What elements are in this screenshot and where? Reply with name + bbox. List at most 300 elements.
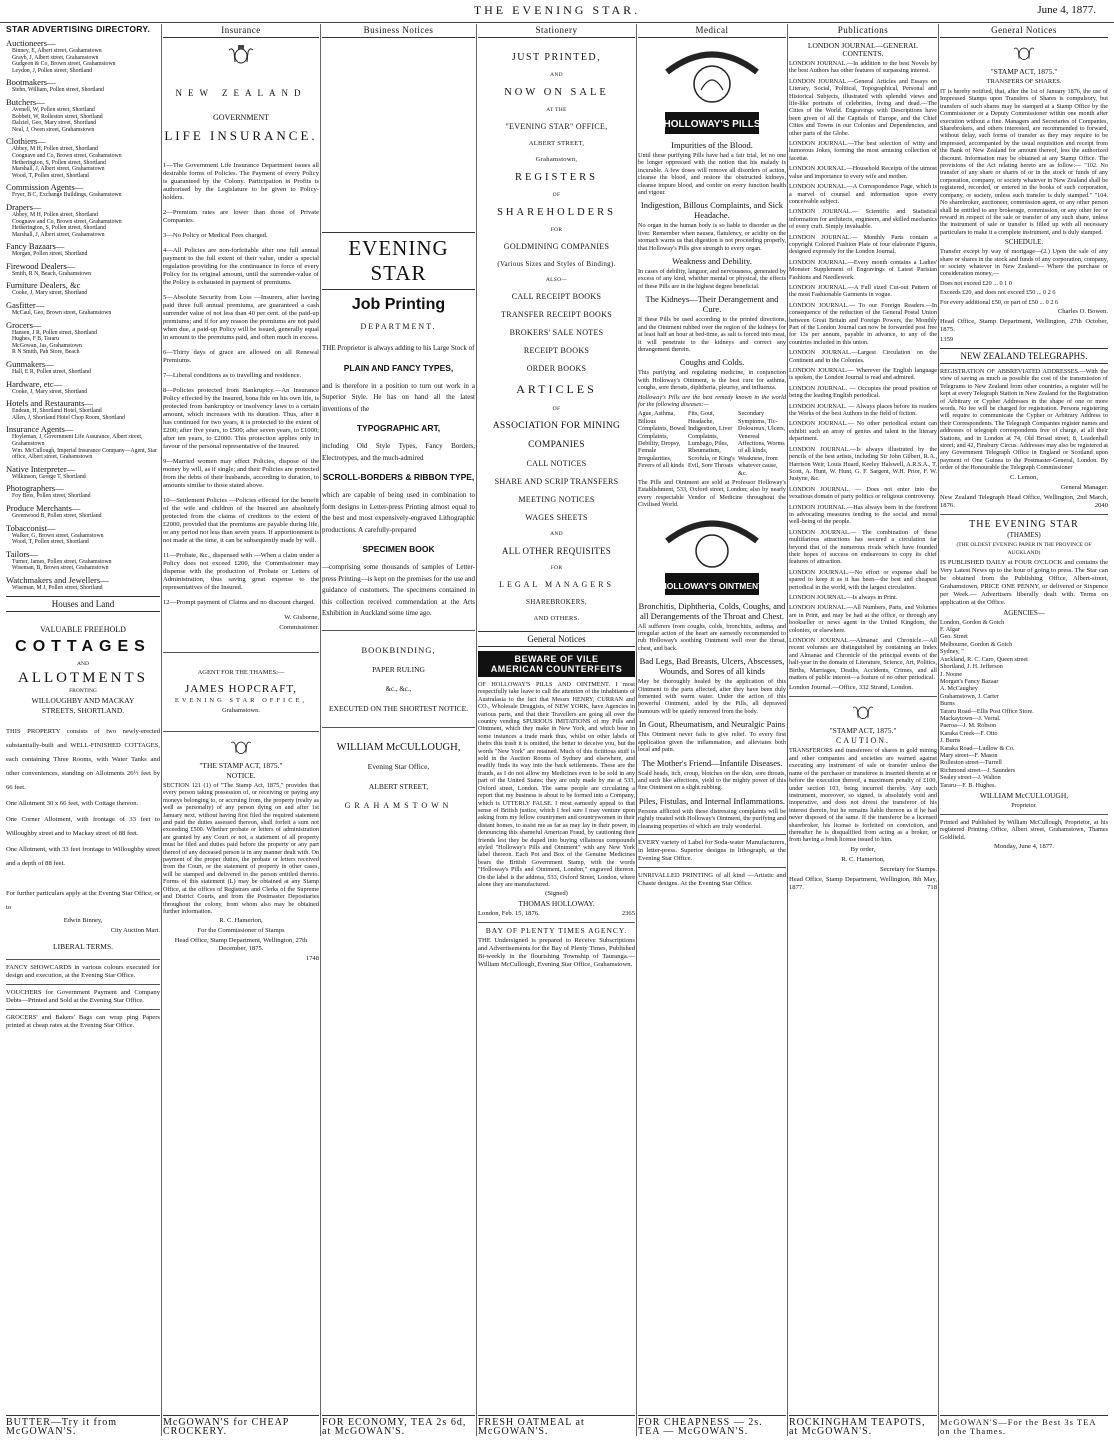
directory-entry: Marshall, J, Albert street, Grahamstown	[12, 166, 105, 173]
beware-place	[478, 910, 635, 918]
london-journal-item: LONDON JOURNAL.—Is always in Print.	[789, 594, 898, 601]
agency-entry: Sydney, "	[940, 648, 964, 656]
beware-body: OF HOLLOWAY'S PILLS AND OINTMENT. I most respectfully take leave to call the attention of the inhabitants of Australasia to the fact that Messrs HENRY, CURRAN and CO., Wholesale Druggists, of NEW YORK, have Agencies in various parts, and that their Travellers are going all over the country vending SPURIOUS IMITATIONS of my Pills and Ointment, which they make in New York, and which bear in some instances a trade mark thus, whilst on other labels of theirs this trash it is omitted, the better to deceive you, but the words "New York" are retained. Much of this fictitious stuff is sold in the Auction Rooms of Sydney and elsewhere, and readily finds its way into the back settlements. These are the frauds, as I do not allow my Medicines even to be sold in any part of the United States; they are only made by me at 533, Oxford street, London. The same people are circulating a report that my business is about to be formed into a Company, which is UTTERLY FALSE. I most earnestly appeal to that sense of British justice, which I feel sure I may venture upon asking from my fellow countrymen and countrywomen in their distant homes, to assist me as far as may lay in their power, in denouncing this shameful American Fraud, by cautioning their friends lest they be duped into buying villainous compounds styled "Holloway's Pills and Ointment" with any New York label thereon. Each Pot and Box of the Genuine Medicines bears the British Government Stamp, with the words "Holloway's Pills and Ointment, London," engraved thereon. On the label is the address, 533, Oxford Street, London, where alone they are manufactured.	[478, 681, 635, 888]
stationery-gold: GOLDMINING COMPANIES	[503, 242, 610, 251]
stationery-others: AND OTHERS.	[533, 615, 580, 622]
job-printing-title: EVENING STAR	[322, 232, 475, 290]
stationery-articles: ARTICLES	[516, 382, 597, 396]
medical-t6: All sufferers from coughs, colds, bronchitis, asthma, and irregular action of the heart are earnestly recommended to rub Holloway's soothing Ointment well over the throat, chest, and back.	[638, 622, 786, 652]
business-scroll: SCROLL-BORDERS & RIBBON TYPE,	[322, 472, 475, 482]
stationery-books	[478, 292, 635, 373]
medical-h8: In Gout, Rheumatism, and Neuralgic Pains	[638, 719, 786, 730]
directory-entry: Greenwood B, Pollen street, Shortland	[12, 512, 102, 519]
column-rule	[636, 24, 637, 1436]
gen-stamp-title: "STAMP ACT, 1875."	[990, 67, 1058, 76]
directory-category: Watchmakers and Jewellers—	[6, 574, 109, 585]
caution-sign: R. C. Hamerton,	[841, 855, 885, 863]
directory-entry: Abbey, M H, Pollen street, Shortland	[12, 211, 98, 218]
agent-head: AGENT FOR THE THAMES:—	[197, 669, 285, 676]
directory-title: STAR ADVERTISING DIRECTORY.	[6, 24, 151, 34]
caution-stamp-title: "STAMP ACT, 1875."	[829, 726, 897, 736]
gen-wm: WILLIAM McCULLOUGH,	[979, 791, 1069, 800]
agent-town: Grahamstown.	[221, 707, 261, 714]
stationery-sizes: (Various Sizes and Styles of Binding).	[497, 260, 616, 268]
stationery-item: MEETING NOTICES	[518, 495, 595, 504]
medical-t2: No organ in the human body is so liable to disorder as the liver. Remember when nausea, flatulency, or acidity on the stomach warns us that digestion is not proceeding properly, that Holloway's Pills give strength to every organ.	[638, 222, 786, 252]
directory-category: Hardware, etc—	[6, 378, 63, 389]
directory-entry: Smith, R N, Beach, Grahamstown	[12, 270, 92, 277]
footer-ad-tea: FOR ECONOMY, TEA 2s 6d, at McGOWAN'S.	[322, 1415, 475, 1436]
column-header: General Notices	[940, 24, 1108, 38]
london-journal-item: LONDON JOURNAL.—The best selection of witty and humorous Jokes, forming the most amusing collection of facetiæ.	[789, 140, 937, 162]
medical-t5: This purifying and regulating medicine, in conjunction with Holloway's Ointment, is the best cure for asthma, coughs, sore throats, diphtheria, pleurisy, and influenza.	[638, 369, 786, 392]
agency-entry: J. Burns	[940, 737, 961, 745]
directory-category: Commission Agents—	[6, 182, 84, 193]
gen-printed: Printed and Published by William McCullough, Proprietor, at his registered Printing Office, Albert street, Grahamstown, Thames Goldfield.	[940, 819, 1108, 841]
beware-line2: AMERICAN COUNTERFEITS	[490, 664, 623, 674]
directory-entry: Turner, James, Pollen street, Grahamstown	[12, 558, 112, 565]
nzt-body: REGISTRATION OF ABBREVIATED ADDRESSES.—With the view of saving as much as possible the cost of the transmission of Telegrams to New Zealand from other countries, a register will be kept at every Telegraph Station in New Zealand for the Registration of Arbitrary or Cypher Addresses in the shape of one or more words. No fee will be charged for registration. Persons registering will require to communicate the Cypher or Arbitrary Address to their Correspondents. The Telegraph Companies register names and addresses of telegraph correspondents free of charge, at all their Stations, and in London at 74, Old Broad street; 8, Leadenhall street; and 42, Finsbury Circus. Addresses may also be registered at any Government Telegraph Office in England or Scotland upon payment of One Guinea to the Postmaster-General, London. By order of the Honourable the Telegraph Commissioner	[940, 367, 1108, 472]
directory-category: Clothiers—	[6, 136, 46, 147]
london-journal-item: LONDON JOURNAL. — Occupies the proud position of being the leading English periodical.	[789, 384, 937, 400]
agencies-list	[940, 619, 1108, 789]
footer-ad-best-tea: McGOWAN'S—For the Best 3s TEA on the Thames.	[940, 1415, 1108, 1436]
directory-category: Photographers—	[6, 483, 64, 494]
directory-entry: Morgan, Pollen street, Shortland	[12, 251, 88, 258]
nzt-role: General Manager.	[1060, 483, 1108, 491]
schedule-row: Does not exceed £20 ... 0 1 0	[940, 279, 1012, 287]
gen-body: IT is hereby notified, that, after the 1st of January 1876, the use of Impressed Stamps upon Transfers of Shares is compulsory, but transfers of such shares may be stamped at a Stamp Office by the Commissioner or a Deputy Commissioner within one month after execution without a fine. Managers and Secretaries of Companies, Sharebrokers, and others interested, are recommended to forward, without delay, such forms of transfer as they may require to be impressed, accompanied by the usual requisition and receipt from the Bank of New Zealand for amount thereof, less the authorized discount. Information may be obtained at any Stamp Office. The provisions of the Act relating hereto are as follow:— "102. No transfer of any share or shares of or in the stock or funds of any corporation, company, or society whatever in New Zealand shall be registered, recorded, or entered in the books of such corporation, company, or society, unless such transfer is duly stamped." "104. No sharebroker, auctioneer, commission agent, or any other person shall be entitled to any brokerage, commission, or any other fee or reward in respect of the sale or transfer of any such share, unless the instrument of sale or transfer is filled up with all necessary particulars to make it a complete instrument, and is duly stamped.	[940, 88, 1108, 236]
nzt-sign: C. Lemon,	[1009, 473, 1039, 481]
nzt-head: NEW ZEALAND TELEGRAPHS.	[940, 348, 1108, 364]
medical-h2: Indigestion, Billous Complaints, and Sick Headache.	[640, 200, 784, 221]
insurance-item: 11—Probate, &c., dispensed with —When a claim under a Policy does not exceed £200, the Commissioner may dispense with the production of Probate or Letters of Administration, thus saving great expense to the representatives of the Insured.	[163, 552, 319, 591]
directory-category: Drapers—	[6, 201, 42, 212]
stationery-and: AND	[550, 72, 563, 78]
directory-entry: Neal, J, Owen street, Grahamstown	[12, 126, 95, 133]
houses-streets: WILLOUGHBY AND MACKAY	[31, 695, 135, 705]
insurance-govt: GOVERNMENT	[213, 113, 269, 122]
stationery-item: CALL NOTICES	[526, 459, 587, 468]
directory-category: Bootmakers—	[6, 77, 56, 88]
stamp-act-body: SECTION 121 (1) of "The Stamp Act, 1875," provides that every person taking possession of, or receiving or paying any moneys belonging to, or accruing from, the property (realty as well as personalty) of any person dying on and after 1st January next, without having first filed the required statement and paid the duties assessed thereon, shall forfeit a sum not exceeding £500. Whether probate or letters of administration are granted by any Court or not, a statement of all property must be filed and duties paid before the property or any part thereof of any deceased person is in any manner dealt with. On payment of the proper duties, the probate or letters received from the Court, or the statement of property in other cases, will be stamped and delivered to the person entitled thereto. Forms of this statement (L) may be obtained at any Stamp Office, at the offices of Registrars and Clerks of the Supreme and District Courts, and from the Postmaster Depositaries throughout the colony, from whom also may be obtained further information.	[163, 782, 319, 915]
insurance-item: 6—Thirty days of grace are allowed on all Renewal Premiums.	[163, 349, 319, 364]
caution-title: CAUTION.	[836, 736, 890, 746]
directory-entry: Gudgeon & Co, Brown street, Grahamstown	[12, 61, 116, 68]
london-journal-item: LONDON JOURNAL. — Does not enter into the vexatious domain of party politics or religious controversy.	[789, 485, 937, 501]
stationery-item: TRANSFER RECEIPT BOOKS	[501, 310, 612, 319]
london-journal-item: LONDON JOURNAL.—Household Receipts of the utmost value and importance to every wife and mother.	[789, 165, 937, 180]
agency-entry: Mary street—F. Mason	[940, 751, 998, 759]
directory-entry: Coognave and Co, Brown street, Grahamstown	[12, 218, 122, 225]
coat-of-arms-icon	[228, 738, 254, 756]
london-journal-item: LONDON JOURNAL.—Almanac and Chronicle.—All recent volumes are distinguished by containing an Index and Almanac and Chronicle of the principal events of the half-year in the domain of Literature, Science, Art, Politics, Births, Marriages, Deaths, Accidents, Crimes, and all matters of public interest—a feature of no other periodical.	[789, 637, 937, 682]
houses-body3: One Corner Allotment, with frontage of 33 feet to Willoughby street and to Mackay street of 88 feet.	[6, 815, 160, 837]
column-header: Insurance	[163, 24, 319, 38]
houses-streets2: STREETS, SHORTLAND.	[41, 705, 125, 715]
insurance-item: 10—Settlement Policies —Policies effected for the benefit of the wife and children of the Insured are absolutely protected from the claims of creditors to the extent of £2000, provided that the premiums are payable during life, or any period not less than seven years. If apportionment is not made at the time, it can be subsequently made by will.	[163, 497, 319, 544]
directory-category: Grocers—	[6, 319, 42, 330]
footer-ad-teapots: ROCKINGHAM TEAPOTS, at McGOWAN'S.	[789, 1415, 937, 1436]
directory-entry: Marshall, J, Albert street, Grahamstown	[12, 231, 105, 238]
schedule-rows	[940, 280, 1108, 306]
agency-entry: Auckland, R. C. Caro, Queen street	[940, 655, 1028, 663]
insurance-title: LIFE INSURANCE.	[164, 128, 318, 143]
stationery-assoc: ASSOCIATION FOR MINING	[492, 421, 621, 431]
business-town: GRAHAMSTOWN	[344, 801, 453, 810]
agency-entry: Mackaytown—J. Verral.	[940, 714, 1001, 722]
stationery-for2: FOR	[550, 565, 563, 571]
stationery-just: JUST PRINTED,	[511, 52, 602, 63]
stationery-item: SHARE AND SCRIP TRANSFERS	[494, 477, 619, 486]
london-journal-item: LONDON JOURNAL.— The combination of these multifarious attractions has secured a circulation far beyond that of the numerous rivals which have founded their hopes of success on endeavours to copy its chief features of attraction.	[789, 528, 937, 566]
london-journal-item: LONDON JOURNAL.—Is always illustrated by the pencils of the best artists, including Sir John Gilbert, R.A., Harrison Weir, Louis Huard, Keeley Halswell, A.R.S.A., T. Scott, A. Hunt, W. Hunt, G. F. Sargent, W.H. Prior, F. W. Justyne, &c.	[789, 445, 937, 483]
london-journal-item: LONDON JOURNAL.—In addition to the best Novels by the best Authors has other features of surpassing interest.	[789, 60, 937, 75]
directory-list	[6, 38, 160, 592]
stationery-item: ORDER BOOKS	[526, 364, 587, 373]
insurance-items	[163, 162, 319, 607]
london-journal-item: LONDON JOURNAL.—General Articles and Essays on Literary, Social, Political, Topographical, Personal and Historical Subjects, illustrated with splendid views and life-like portraits of celebrities, living and dead.—The Cities of the World. Engravings with Descriptions have been given of all the Capitals of Europe, and the Chief Cities and Towns in our Colonies and Dependencies, and other parts of the Globe.	[789, 77, 937, 137]
directory-entry: Walker, G, Brown street, Grahamstown	[12, 532, 104, 539]
houses-title2: ALLOTMENTS	[18, 669, 148, 686]
stationery-share: SHAREHOLDERS	[497, 207, 616, 218]
houses-terms: LIBERAL TERMS.	[52, 941, 113, 951]
agency-entry: Richmond street—J. Saunders	[940, 766, 1016, 774]
stationery-item: CALL RECEIPT BOOKS	[511, 292, 602, 301]
london-journal-item: LONDON JOURNAL. — Always places before its readers the Works of the best Authors in the field of fiction.	[789, 402, 937, 418]
london-journal-item: LONDON JOURNAL.—A Correspondence Page, which is a marvel of counsel and information upon every conceivable subject.	[789, 183, 937, 205]
stationery-legal: LEGAL MANAGERS	[499, 580, 614, 589]
houses-body2: One Allotment 30 x 66 feet, with Cottage thereon.	[6, 799, 139, 807]
newspaper-title: THE EVENING STAR.	[473, 3, 641, 17]
directory-entry: Foy Bros, Pollen street, Shortland	[12, 493, 91, 500]
houses-title: COTTAGES	[15, 637, 151, 655]
column-header: Publications	[789, 24, 937, 38]
footer-ad-cheapness: FOR CHEAPNESS — 2s. TEA — McGOWAN'S.	[638, 1415, 786, 1436]
directory-entry: Hetherington, S, Pollen street, Shortland	[12, 225, 106, 232]
gen-sched-office: Head Office, Stamp Department, Wellington, 27th October, 1875.	[940, 317, 1108, 333]
directory-entry: Wiseman, M J, Pollen street, Shortland	[12, 584, 103, 591]
directory-entry: Cooke, J, Mary street, Shortland	[12, 290, 88, 297]
medical-t8: This Ointment never fails to give relief. To every first application given the inflammation, and alleviates both local and pain.	[638, 731, 786, 754]
schedule-row: For every additional £50, or part of £50 ... 0 2 6	[940, 298, 1059, 306]
column-rule	[161, 24, 162, 1436]
agent-name: JAMES HOPCRAFT,	[185, 683, 297, 695]
ad-grocers: GROCERS' and Bakers' Bags can wrap ping Papers printed at cheap rates at the Evening Star Office.	[6, 1013, 160, 1029]
directory-entry: R N Smith, Pah Store, Beach	[12, 349, 80, 356]
pills-badge-text: HOLLOWAY'S PILLS	[663, 119, 761, 130]
business-pr: PAPER RULING	[372, 665, 425, 674]
stationery-companies: COMPANIES	[528, 440, 585, 450]
agencies-head: AGENCIES—	[1003, 608, 1045, 617]
insurance-item: 9—Married women may effect Policies, dispose of the money by will, as if single; and their Policies are protected from the debts of their husbands, according to duration, to amounts similar to those stated above.	[163, 458, 319, 489]
agency-entry: Burns	[940, 700, 955, 708]
column-rule	[476, 24, 477, 1436]
directory-entry: Abbey, M H, Pollen street, Shortland	[12, 146, 98, 153]
stamp-role: For the Commissioner of Stamps	[197, 927, 285, 935]
beware-place-text: London, Feb. 15, 1876.	[478, 910, 540, 918]
london-journal-item: LONDON JOURNAL.—Every month contains a Ladies' Monster Supplement of Engravings of Latest Parisian Fashions and Needlework.	[789, 258, 937, 281]
stationery-for: FOR	[550, 227, 563, 233]
disease-list-col: Ague, Asthma, Bilious Complaints, Bowel Complaints, Debility, Dropsy, Female Irregularities, Fevers of all kinds	[638, 410, 686, 470]
bay-title: BAY OF PLENTY TIMES AGENCY.	[485, 926, 628, 936]
column-medical	[638, 24, 786, 1436]
directory-entry: Fryer, B C, Exchange Buildings, Grahamstown	[12, 192, 122, 199]
directory-entry: Avenell, W, Pollen street, Shortland	[12, 106, 95, 113]
directory-entry: Cooke, J, Mary street, Shortland	[12, 388, 88, 395]
ad-labels: EVERY variety of Label for Soda-water Manufacturers, in letter-press. Superior designs in lithograph, at the Evening Star Office.	[638, 838, 786, 862]
disease-list-col: Fits, Gout, Headache, Indigestion, Liver Complaints, Lumbago, Piles, Rheumatism, Scrofula, or King's Evil, Sore Throats	[688, 410, 735, 470]
insurance-item: 5—Absolute Security from Loss —Insurers, after having paid three full annual premiums, are guaranteed a cash surrender value of not less than 40 per cent. of the paid-up premiums; and if for any reason the premiums are not paid when due, a paid-up Policy will be issued, generally equal in amount to the premiums paid, and often much in excess.	[163, 294, 319, 341]
stationery-item: WAGES SHEETS	[525, 513, 588, 522]
gen-transfers: TRANSFERS OF SHARES.	[986, 78, 1062, 85]
coat-of-arms-icon	[1011, 44, 1037, 62]
directory-category: Firewood Dealers—	[6, 260, 76, 271]
gen-sched-sign: Charles O. Bowen.	[1057, 307, 1108, 315]
stamp-office: Head Office, Stamp Department, Wellington, 27th December, 1875.	[174, 937, 308, 953]
stationery-other: ALL OTHER REQUISITES	[501, 546, 612, 556]
stationery-sale: NOW ON SALE	[504, 87, 609, 98]
directory-entry: McCaul, Geo, Brown street, Grahamstown	[12, 310, 112, 317]
medical-t9: Scald heads, itch, croup, blotches on the skin, sore throats, and such like affections, yield to the mighty power of this fine Ointment on a slight rubbing.	[638, 769, 786, 792]
directory-category: Gunmakers—	[6, 359, 54, 370]
beware-num: 2365	[621, 910, 635, 918]
column-rule	[938, 24, 939, 1436]
gen-sched-num: 1359	[940, 335, 954, 343]
directory-entry: Bobbett, W, Rolleston street, Shortland	[12, 113, 103, 120]
beware-line1: BEWARE OF VILE	[514, 654, 599, 664]
medical-h5: Coughs and Colds.	[679, 357, 745, 368]
disease-list	[638, 410, 786, 479]
houses-body4: One Allotment, with 33 feet frontage to Willoughby street and a depth of 88 feet.	[6, 845, 160, 867]
es-sub: (THAMES)	[1007, 530, 1041, 539]
stationery-of: OF	[552, 192, 561, 198]
publications-head: LONDON JOURNAL—GENERAL CONTENTS.	[807, 41, 919, 58]
houses-agent: Edwin Binney,	[63, 916, 103, 924]
agency-entry: Morgan's Fancy Bazaar	[940, 677, 999, 685]
column-directory	[6, 24, 160, 1436]
directory-entry: Hughes, F B, Tararu	[12, 336, 59, 343]
directory-entry: Hoyleman, J, Government Life Assurance, Albert street, Grahamstown	[12, 434, 143, 447]
column-stationery	[478, 24, 635, 1436]
stationery-at: AT THE	[546, 107, 567, 113]
agent-office: EVENING STAR OFFICE,	[174, 697, 308, 704]
agency-entry: Melbourne, Gordon & Gotch	[940, 640, 1013, 648]
agency-entry: A. McCaughey	[940, 685, 978, 693]
footer-ad-butter: BUTTER—Try it from McGOWAN'S.	[6, 1415, 160, 1436]
ad-unrivalled: UNRIVALLED PRINTING of all kind —Artistic and Chaste designs. At the Evening Star Office.	[638, 871, 786, 887]
directory-entry: Grayb, J, Albert street, Grahamstown	[12, 54, 99, 61]
agency-entry: Shortland, J. H. Jefferson	[940, 663, 1003, 671]
schedule-row: Exceeds £20, and does not exceed £50 ... 0 2 6	[940, 289, 1056, 297]
business-office: Evening Star Office,	[367, 762, 430, 771]
directory-category: Gasfitter—	[6, 300, 45, 311]
beware-banner	[478, 651, 635, 677]
medical-list-head: Holloway's Pills are the best remedy known in the world for the following diseases:—	[638, 393, 786, 408]
medical-t4: If these Pills be used according to the printed directions, and the Ointment rubbed over the region of the kidneys for at least half an hour at bed-time, as salt is forced into meat, it will penetrate to the kidneys and correct any derangement therein.	[638, 316, 786, 353]
gen-dateline: Monday, June 4, 1877.	[993, 843, 1054, 851]
column-insurance	[163, 24, 319, 1436]
stationery-item: BROKERS' SALE NOTES	[509, 328, 604, 337]
directory-entry: Stehn, William, Pollen street, Shortland	[12, 87, 104, 94]
directory-category: Fancy Bazaars—	[6, 241, 65, 252]
nzt-office-line	[940, 494, 1108, 510]
directory-entry: Wiseman, B, Brown street, Grahamstown	[12, 565, 109, 572]
masthead	[0, 0, 1114, 23]
beware-signed: (Signed)	[545, 890, 568, 898]
directory-entry: Dalziel, Geo, Mary street, Shortland	[12, 120, 97, 127]
business-p2: and is therefore in a position to turn out work in a Superior Style. He has on hand all the latest inventions of the	[322, 381, 475, 413]
stationery-and2: AND	[550, 531, 563, 537]
ad-vouchers: VOUCHERS for Government Payment and Company Debts—Printed and Sold at the Evening Star Office.	[6, 988, 160, 1004]
job-printing-sub: Job Printing	[351, 296, 446, 313]
directory-category: Butchers—	[6, 96, 45, 107]
footer-ad-oatmeal: FRESH OATMEAL at McGOWAN'S.	[478, 1415, 635, 1436]
directory-entry: Coognave and Co, Brown street, Grahamstown	[12, 152, 122, 159]
caution-body: TRANSFERORS and transferees of shares in gold mining and other companies and societies are warned against executing any instrument of sale or transfer unless the name of the purchaser or transferee is inserted therein at or before the execution thereof, a maximum penalty of £100, under section 103, being incurred thereby. Any such instrument, moreover, so signed, is absolutely void and inoperative, and does not divest the transferor of his interest therein, but he remains liable thereon as if he had never disposed of the same. If the transferor be a licensed sharebroker, his license is forfeited on conviction, and thereafter he is disqualified from acting as a broker, or from having a fresh license issued to him.	[789, 747, 937, 844]
job-printing-dept: DEPARTMENT.	[360, 322, 437, 331]
directory-entry: Wood, T, Pollen street, Shortland	[12, 172, 89, 179]
london-journal-item: LONDON JOURNAL.— Monthly Parts contain a copyright Colored Fashion Plate of four elaborate Figures, designed expressly for the London Journal.	[789, 233, 937, 256]
insurance-item: 12—Prompt payment of Claims and no discount charged.	[163, 599, 315, 606]
gen-sched-body: Transfer except by way of mortgage—(2.) Upon the sale of any share or shares in the stock and funds of any corporation, company, or society whatever in New Zealand— Where the purchase or consideration money,—	[940, 248, 1108, 278]
business-plain: PLAIN AND FANCY TYPES,	[343, 362, 454, 373]
column-header: Medical	[638, 24, 786, 38]
directory-entry: McGowan, Jas, Grahamstown	[12, 342, 82, 349]
medical-sold: The Pills and Ointment are sold at Professor Holloway's Establishment, 533, Oxford street, London; also by nearly every respectable Vendor of Medicine throughout the Civilised World.	[638, 479, 786, 509]
agency-entry: Rolleston street—Turrell	[940, 759, 1002, 767]
nzt-office: New Zealand Telegraph Head Office, Wellington, 2nd March, 1876.	[940, 493, 1108, 509]
es-body: IS PUBLISHED DAILY at FOUR O'CLOCK and contains the Very Latest News up to the hour of going to press. The Star can be obtained from the Publishing Office, Albert-street, Grahamstown, PRICE ONE PENNY, or delivered or Sixpence per Week.— Advertisers liberally dealt with. Terms on application at the Office.	[940, 558, 1108, 606]
nzt-num: 2040	[1094, 501, 1108, 509]
medical-t3: In cases of debility, languor, and nervousness, generated by excess of any kind, whether mental or physical, the effects of these Pills are in the highest degree beneficial.	[638, 268, 786, 290]
stamp-act-notice: NOTICE.	[226, 771, 256, 780]
business-wm: WILLIAM McCULLOUGH,	[336, 741, 461, 753]
directory-entry: Hansen, J R, Pollen street, Shortland	[12, 329, 98, 336]
business-p4: which are capable of being used in combination to form designs in Letter-press Printing almost equal to the best and most expensively-engraved Lithographic productions. A carefully-prepared	[322, 491, 475, 534]
stationery-reg: REGISTERS	[514, 172, 598, 183]
gen-prop: Proprietor.	[1011, 803, 1037, 809]
directory-entry: Endean, H, Shortland Hotel, Shortland	[12, 408, 102, 415]
directory-category: Produce Merchants—	[6, 502, 81, 513]
medical-h10: Piles, Fistulas, and Internal Inflammations.	[638, 795, 786, 806]
houses-section-header: Houses and Land	[6, 596, 160, 612]
stationery-item: RECEIPT BOOKS	[523, 346, 590, 355]
agency-entry: London, Gordon & Gotch	[940, 618, 1005, 626]
agency-entry: Geo. Street	[940, 633, 968, 641]
london-journal-item: LONDON JOURNAL.—Has always been in the forefront in advocating measures tending to the social and moral well-being of the people.	[789, 503, 937, 526]
publications-items	[789, 60, 937, 681]
directory-category: Hotels and Restaurants—	[6, 398, 93, 409]
directory-entry: Allen, J, Shortland Hotel Chop Room, Shortland	[12, 414, 125, 421]
insurance-item: 3—No Policy or Medical Fees charged.	[163, 232, 268, 239]
agency-entry: Karaka Road—Ludlow & Co.	[940, 744, 1015, 752]
directory-entry: Wm. McCullough, Imperial Insurance Company—Agent, Star office, Albert street, Grahamstown	[12, 447, 157, 461]
directory-entry: Hall, E R, Pollen street, Shortland	[12, 369, 91, 376]
issue-date: June 4, 1877.	[1037, 4, 1096, 16]
houses-line1: VALUABLE FREEHOLD	[40, 624, 126, 634]
stationery-office: "EVENING STAR" OFFICE,	[505, 122, 608, 131]
directory-category: Native Interpreter—	[6, 463, 76, 474]
medical-h6: Bronchitis, Diphtheria, Colds, Coughs, and all Derangements of the Throat and Chest.	[638, 600, 786, 621]
column-rule	[320, 24, 321, 1436]
agency-entry: Sealey street—J. Walton	[940, 774, 1001, 782]
insurance-item: 7—Liberal conditions as to travelling and residence.	[163, 372, 302, 379]
agency-entry: Paeroa—J. M. Robson	[940, 722, 997, 730]
london-journal-item: LONDON JOURNAL.—A Full sized Cut-out Pattern of the most Fashionable Garments in vogue.	[789, 283, 937, 299]
coat-of-arms-icon	[850, 703, 876, 721]
general-notices-header: General Notices	[478, 631, 635, 647]
footer-ad-crockery: McGOWAN'S for CHEAP CROCKERY.	[163, 1415, 319, 1436]
stationery-albert: ALBERT STREET,	[528, 140, 585, 147]
agency-entry: Tararu Road—Ellis Post Office Store.	[940, 707, 1034, 715]
london-journal-item: LONDON JOURNAL.— Scientific and Statistical information for architects, engineers, and skilled mechanics of every craft. Simply invaluable.	[789, 208, 937, 231]
disease-list-col: Secondary Symptoms, Tic-Doloureux, Ulcers, Venereal Affections, Worms of all kinds, Weakness, from whatever cause, &c.	[738, 410, 786, 477]
stationery-more	[478, 459, 635, 522]
agency-entry: Grahamstown, J. Carter	[940, 692, 999, 700]
business-etc: &c., &c.,	[385, 684, 412, 693]
es-tag: (THE OLDEST EVENING PAPER IN THE PROVINCE OF AUCKLAND)	[956, 541, 1092, 556]
medical-h4: The Kidneys—Their Derangement and Cure.	[645, 294, 779, 315]
stamp-num: 1748	[305, 955, 319, 963]
medical-t7: May be thoroughly healed by the application of this Ointment to the parts affected, after they have been duly fomented with warm water. Under the action of this powerful Ointment, aided by the Pills, all depraved humours will be quietly removed from the body.	[638, 678, 786, 715]
stationery-gt: Grahamstown,	[535, 156, 578, 163]
medical-t1: Until these purifying Pills have had a fair trial, let no one be longer oppressed with the notion that his malady is incurable. A few doses will remove all disorders of action, cleanse the blood, and restore the obstructed kidneys, cleanse impure blood, and confer on every function health and vigour.	[638, 152, 786, 197]
directory-category: Furniture Dealers, &c	[6, 280, 81, 291]
london-journal-item: LONDON JOURNAL.— To our Foreign Readers.—In consequence of the reduction of the General Postal Union between Great Britain and Foreign Powers, the Monthly Part of the London Journal can now be forwarded post free for 13s per annum, payable in advance, to any of the countries included in this union.	[789, 301, 937, 346]
medical-h9: The Mother's Friend—Infantile Diseases.	[641, 757, 783, 768]
business-p3: including Old Style Types, Fancy Borders, Electrotypes, and the much-admired	[322, 442, 475, 462]
agency-entry: Karaka Creek—F. Otto	[940, 729, 998, 737]
houses-agent2: City Auction Mart.	[110, 926, 160, 934]
directory-category: Insurance Agents—	[6, 424, 74, 435]
stationery-of2: OF	[552, 406, 561, 412]
column-header: Business Notices	[322, 24, 475, 38]
column-rule	[787, 24, 788, 1436]
london-journal-item: LONDON JOURNAL.— Wherever the English language is spoken, the London Journal is read and admired.	[789, 367, 937, 382]
directory-entry: Wilkinson, George T, Shortland	[12, 473, 86, 480]
agency-entry: F. Algar	[940, 626, 960, 634]
medical-h7: Bad Legs, Bad Breasts, Ulcers, Abscesses, Wounds, and Sores of all kinds	[639, 656, 785, 677]
medical-h3: Weakness and Debility.	[672, 256, 752, 267]
business-typo: TYPOGRAPHIC ART,	[356, 423, 441, 433]
beware-name: THOMAS HOLLOWAY.	[518, 899, 595, 909]
es-title: THE EVENING STAR	[969, 518, 1079, 530]
business-p5: —comprising some thousands of samples of Letter-press Printing—is kept on the premises for the use and guidance of customers. The specimens contained in this collection received commendation at the Arts Exhibition in Auckland some time ago.	[322, 563, 475, 617]
insurance-item: 2—Premium rates are lower than those of Private Companies.	[163, 209, 319, 224]
column-publications	[789, 24, 937, 1436]
insurance-signed: W. Gisborne,	[284, 614, 319, 621]
stamp-sign: R. C. Hamerton,	[219, 917, 263, 925]
directory-category: Auctioneers—	[6, 38, 56, 48]
business-bb: BOOKBINDING,	[361, 644, 436, 655]
insurance-role: Commissioner.	[279, 624, 319, 631]
business-exec: EXECUTED ON THE SHORTEST NOTICE.	[328, 704, 469, 713]
business-p1: THE Proprietor is always adding to his Large Stock of	[322, 344, 475, 352]
column-header: Stationery	[478, 24, 635, 38]
stationery-also: ALSO—	[545, 277, 568, 283]
london-journal-item: LONDON JOURNAL.—All Numbers, Parts, and Volumes are in Print, and may be had at the office, or through any bookseller or news agent in the United Kingdom, the colonies, or elsewhere.	[789, 604, 937, 634]
medical-h1: Impurities of the Blood.	[671, 140, 753, 150]
bay-body: THE Undersigned is prepared to Receive Subscriptions and Advertisements for the Bay of Plenty Times, Published Bi-weekly in the flourishing Township of Tauranga.— William McCullough, Evening Star Office, Grahamstown.	[478, 937, 635, 969]
ad-showcards: FANCY SHOWCARDS in various colours executed for design and execution, at the Evening Star Office.	[6, 963, 160, 979]
directory-entry: Leydon, J, Pollen street, Shortland	[12, 67, 93, 74]
insurance-item: 4—All Policies are non-forfeitable after one full annual payment to the full extent of their value, under a special regulation providing for the continuance in force of every Policy for its original amount, until the surrender-value of the Policy is exhausted in payment of premiums.	[163, 247, 319, 286]
london-journal-item: LONDON JOURNAL.—Largest Circulation on the Continent and in the Colonies.	[789, 349, 937, 364]
houses-and: AND	[77, 660, 89, 667]
stationery-brokers: SHAREBROKERS,	[526, 598, 587, 606]
caution-dept	[789, 876, 937, 892]
